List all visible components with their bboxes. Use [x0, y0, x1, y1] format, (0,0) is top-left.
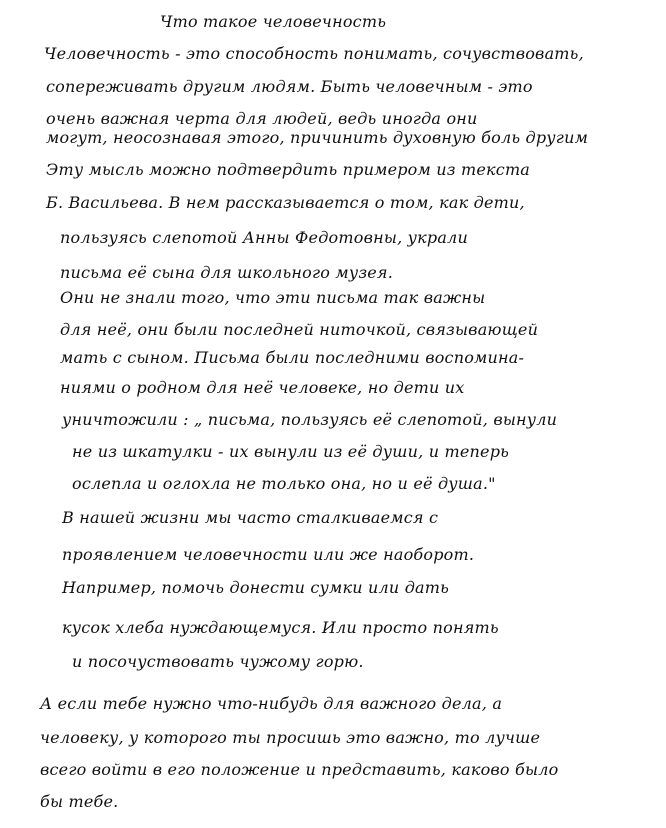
- essay-line-7: пользуясь слепотой Анны Федотовны, украли: [60, 228, 468, 247]
- essay-line-8: письма её сына для школьного музея.: [60, 263, 393, 282]
- essay-line-4: могут, неосознавая этого, причинить духовную боль другим: [46, 128, 589, 147]
- essay-line-3: очень важная черта для людей, ведь иногда они: [46, 109, 478, 128]
- essay-line-21: А если тебе нужно что-нибудь для важного дела, а: [40, 694, 503, 713]
- essay-line-5: Эту мысль можно подтвердить примером из текста: [46, 160, 531, 179]
- essay-line-17: проявлением человечности или же наоборот.: [62, 545, 475, 564]
- essay-line-14: не из шкатулки - их вынули из её души, и теперь: [72, 442, 510, 461]
- essay-line-12: ниями о родном для неё человеке, но дети их: [60, 378, 465, 397]
- essay-line-2: сопереживать другим людям. Быть человечным - это: [46, 77, 533, 96]
- essay-line-11: мать с сыном. Письма были последними воспомина-: [60, 348, 525, 367]
- essay-line-9: Они не знали того, что эти письма так важны: [60, 288, 486, 307]
- essay-line-20: и посочуствовать чужому горю.: [72, 652, 364, 671]
- essay-title: Что такое человечность: [160, 12, 387, 31]
- essay-line-18: Например, помочь донести сумки или дать: [62, 578, 450, 597]
- essay-line-24: бы тебе.: [40, 792, 119, 811]
- essay-line-22: человеку, у которого ты просишь это важно, то лучше: [40, 728, 541, 747]
- essay-line-13: уничтожили : „ письма, пользуясь её слепотой, вынули: [62, 410, 558, 429]
- essay-line-23: всего войти в его положение и представить, каково было: [40, 760, 559, 779]
- essay-line-15: ослепла и оглохла не только она, но и её душа.": [72, 474, 496, 493]
- essay-line-10: для неё, они были последней ниточкой, связывающей: [60, 320, 539, 339]
- essay-line-6: Б. Васильева. В нем рассказывается о том, как дети,: [46, 193, 525, 212]
- essay-line-1: Человечность - это способность понимать, сочувствовать,: [44, 44, 584, 63]
- essay-line-19: кусок хлеба нуждающемуся. Или просто понять: [62, 618, 499, 637]
- essay-line-16: В нашей жизни мы часто сталкиваемся с: [62, 508, 439, 527]
